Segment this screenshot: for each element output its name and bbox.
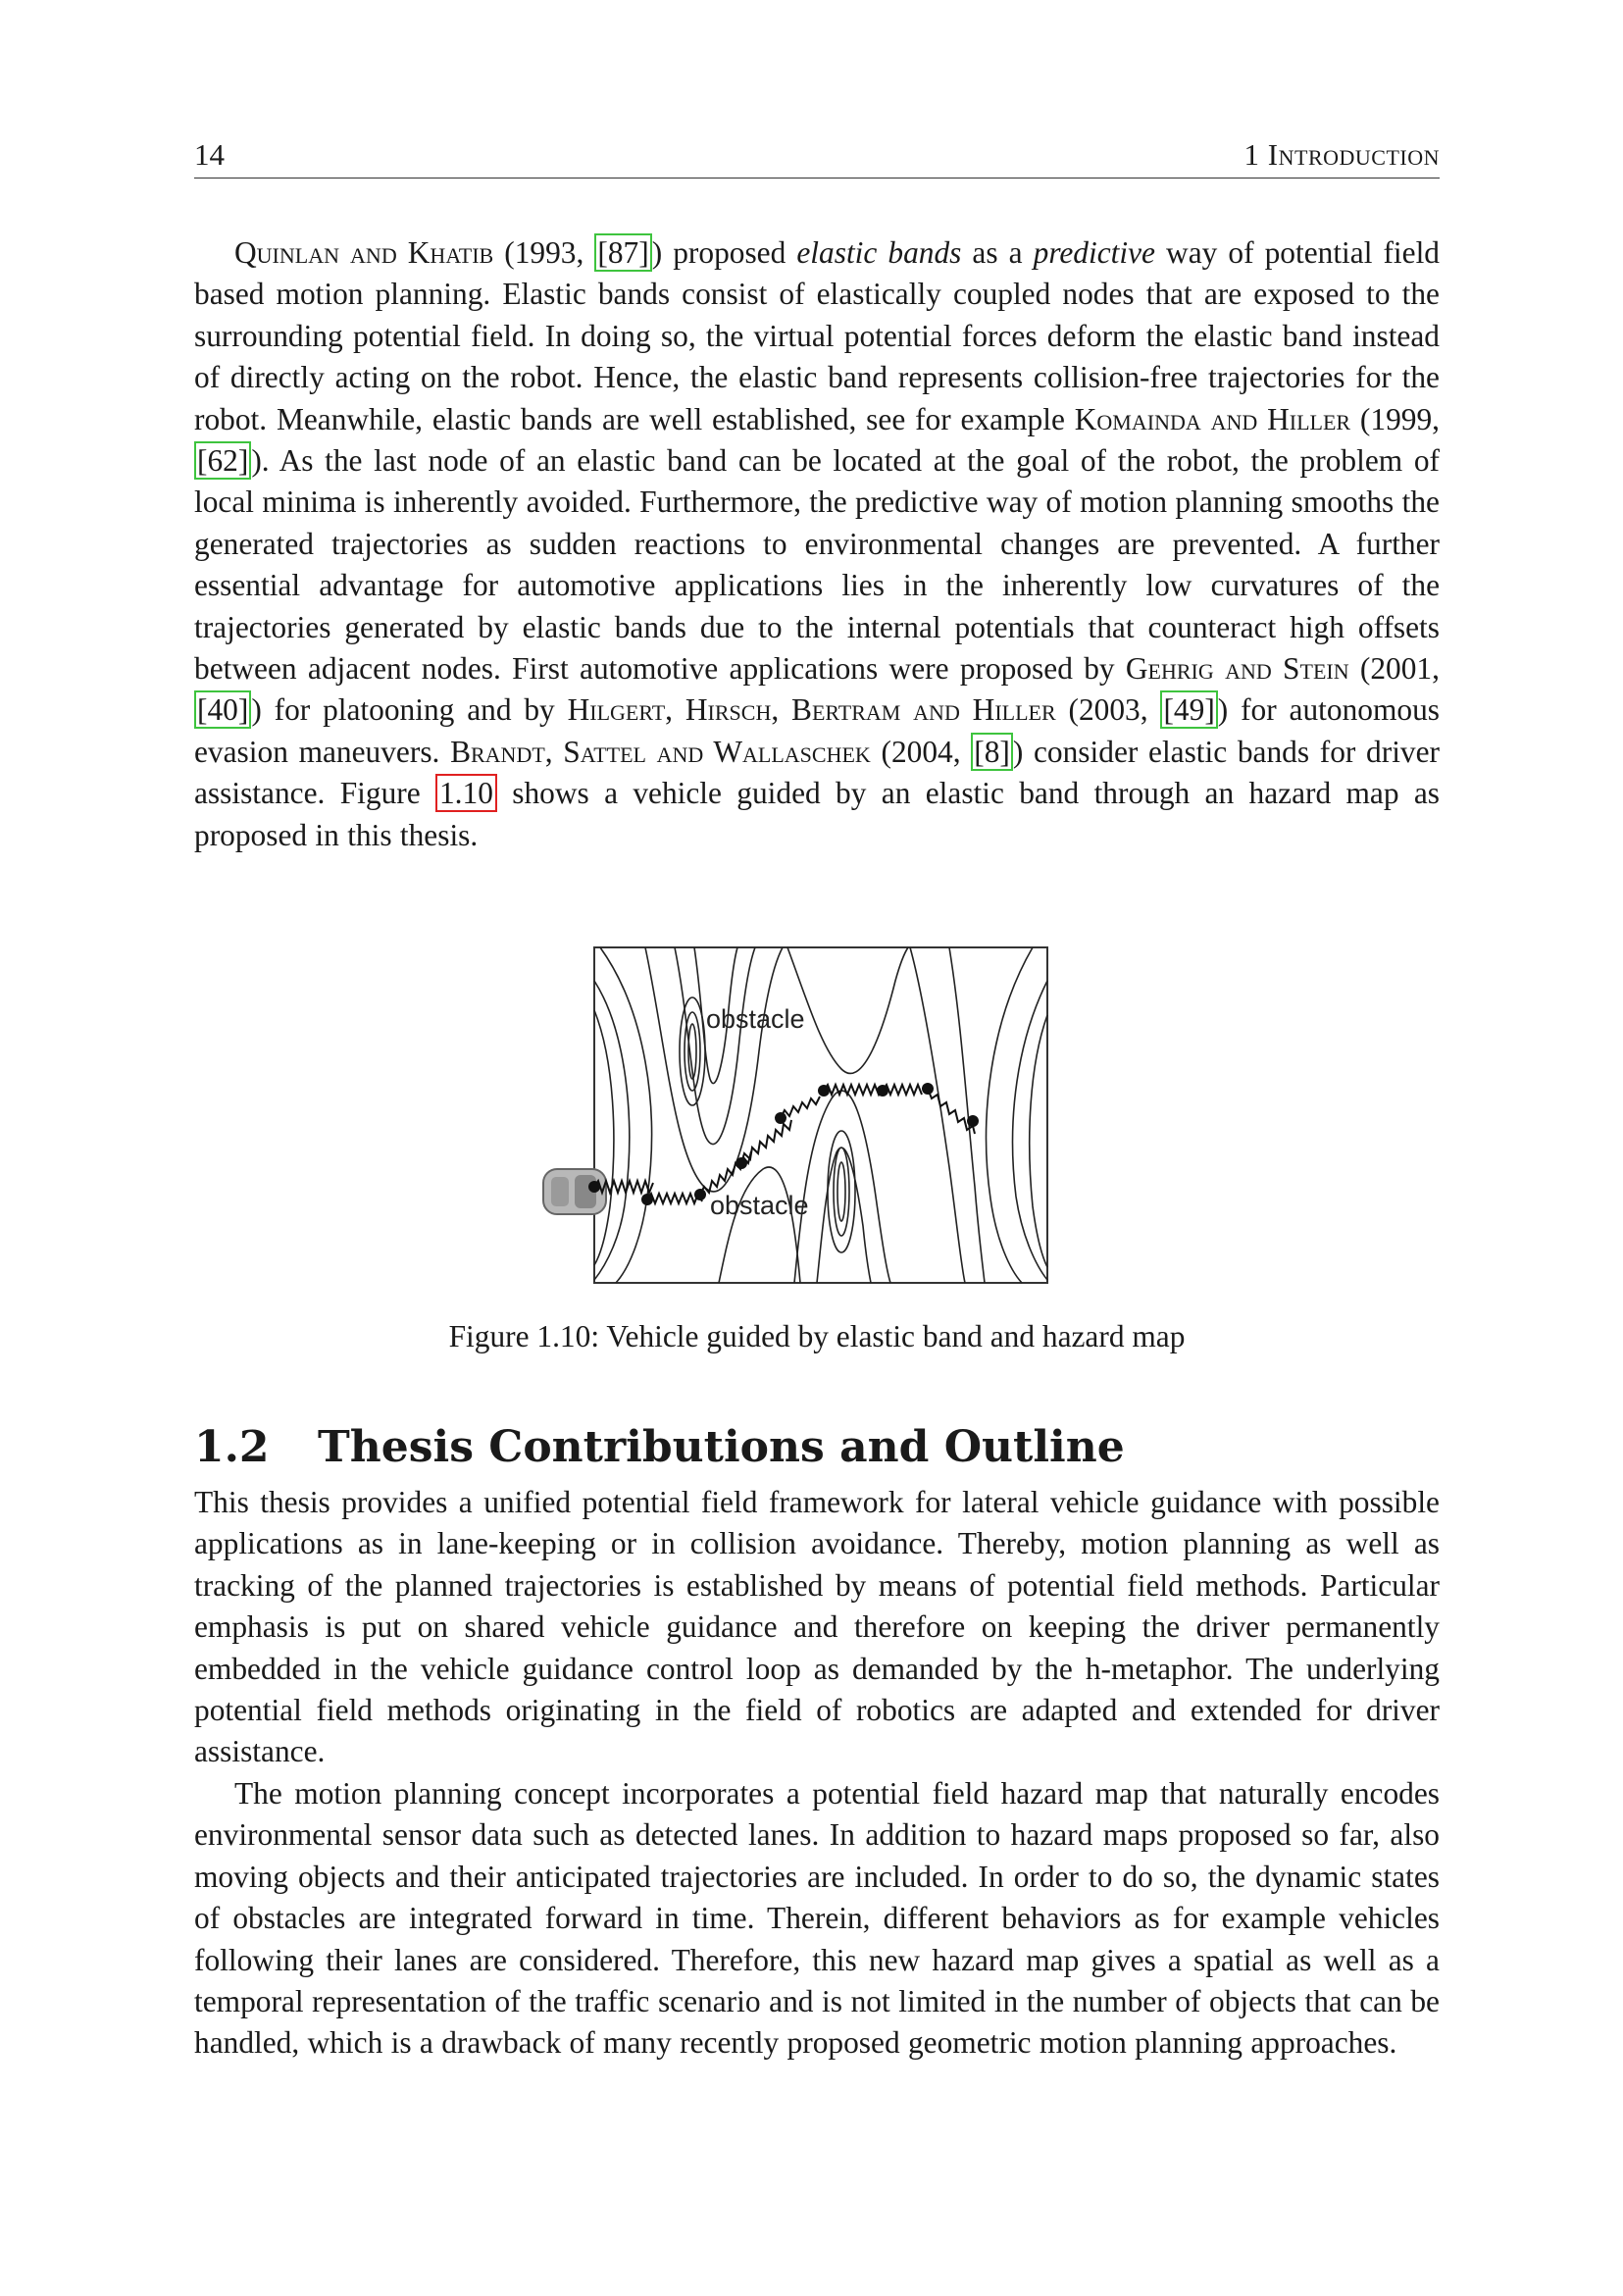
paragraph-contributions: This thesis provides a unified potential field framework for lateral vehicle guidance with possible applications as in lane-keeping or in collision avoidance. Thereby, motion planning as well as tracking of the planned trajectories is established by means of potential field methods. Particular emphasis is put on shared vehicle guidance and therefore on keeping the driver permanently embedded in the vehicle guidance control loop as demanded by the h-metaphor. The underlying potential field methods originating in the field of robotics are adapted and extended for driver assistance. bbox=[194, 1485, 1440, 1769]
text-span: way of potential field based motion planning. Elastic bands consist of elastically coupled nodes that are exposed to the surrounding potential field. In doing so, the virtual potential forces deform the elastic band instead of directly acting on the robot. Hence, the elastic band represents collision-free trajectories for the robot. Meanwhile, elastic bands are well established, see for example bbox=[194, 235, 1440, 436]
section-title: Thesis Contributions and Outline bbox=[318, 1422, 1125, 1472]
text-span: shows a vehicle guided by an elastic band through an hazard map as proposed in this thesis. bbox=[194, 776, 1441, 852]
author-names: Quinlan and Khatib bbox=[234, 235, 494, 270]
text-span: as a bbox=[961, 235, 1034, 270]
section-heading bbox=[194, 1420, 1440, 1475]
figure-reference-link[interactable]: 1.10 bbox=[435, 774, 497, 812]
text-span: (1999, bbox=[1350, 401, 1441, 436]
section-number: 1.2 bbox=[194, 1422, 270, 1472]
obstacle-label-bottom: obstacle bbox=[710, 1191, 809, 1220]
hazard-map-illustration bbox=[537, 942, 1057, 1290]
chapter-title: 1 Introduction bbox=[1243, 137, 1440, 172]
running-header bbox=[194, 137, 1440, 177]
author-names: Hilgert, Hirsch, Bertram and Hiller bbox=[567, 692, 1056, 728]
header-rule bbox=[194, 178, 1440, 179]
figure-hazard-map bbox=[537, 942, 1057, 1290]
emphasis-text: predictive bbox=[1033, 235, 1155, 270]
figure-caption: Figure 1.10: Vehicle guided by elastic band and hazard map bbox=[448, 1319, 1186, 1353]
text-span: ) for autonomous evasion maneuvers. bbox=[194, 692, 1440, 769]
page-number: 14 bbox=[194, 137, 225, 172]
text-span: (2003, bbox=[1055, 692, 1161, 728]
author-names: Komainda and Hiller bbox=[1074, 401, 1351, 436]
citation-link[interactable]: [49] bbox=[1160, 690, 1217, 729]
author-names: Gehrig and Stein bbox=[1125, 651, 1349, 687]
citation-link[interactable]: [40] bbox=[194, 690, 251, 729]
citation-link[interactable]: [87] bbox=[594, 233, 651, 272]
text-span: (2004, bbox=[870, 734, 972, 769]
text-span: ). As the last node of an elastic band can be located at the goal of the robot, the problem of local minima is inherently avoided. Furthermore, the predictive way of motion planning smooths the generated trajectories as sudden reactions to environmental changes are prevented. A further essential advantage for automotive applications lies in the inherently low curvatures of the trajectories generated by elastic bands due to the internal potentials that counteract high offsets between adjacent nodes. First automotive applications were proposed by bbox=[194, 443, 1440, 687]
text-span: (2001, bbox=[1348, 651, 1440, 687]
text-span: (1993, bbox=[493, 235, 595, 270]
text-span: ) proposed bbox=[651, 235, 797, 270]
citation-link[interactable]: [62] bbox=[194, 441, 251, 480]
text-span: ) consider elastic bands for driver assistance. Figure bbox=[194, 734, 1440, 811]
emphasis-text: elastic bands bbox=[796, 235, 962, 270]
text-span: ) for platooning and by bbox=[251, 692, 568, 728]
paragraph-elastic-bands bbox=[194, 232, 1440, 856]
author-names: Brandt, Sattel and Wallaschek bbox=[450, 734, 871, 769]
obstacle-label-top: obstacle bbox=[706, 1004, 805, 1034]
paragraph-motion-planning: The motion planning concept incorporates a potential field hazard map that naturally encodes environmental sensor data such as detected lanes. In addition to hazard maps proposed so far, also moving objects and their anticipated trajectories are included. In order to do so, the dynamic states of obstacles are integrated forward in time. Therein, different behaviors as for example vehicles following their lanes are considered. Therefore, this new hazard map gives a spatial as well as a temporal representation of the traffic scenario and is not limited in the number of objects that can be handled, which is a drawback of many recently proposed geometric motion planning approaches. bbox=[194, 1776, 1440, 2061]
citation-link[interactable]: [8] bbox=[971, 733, 1013, 771]
